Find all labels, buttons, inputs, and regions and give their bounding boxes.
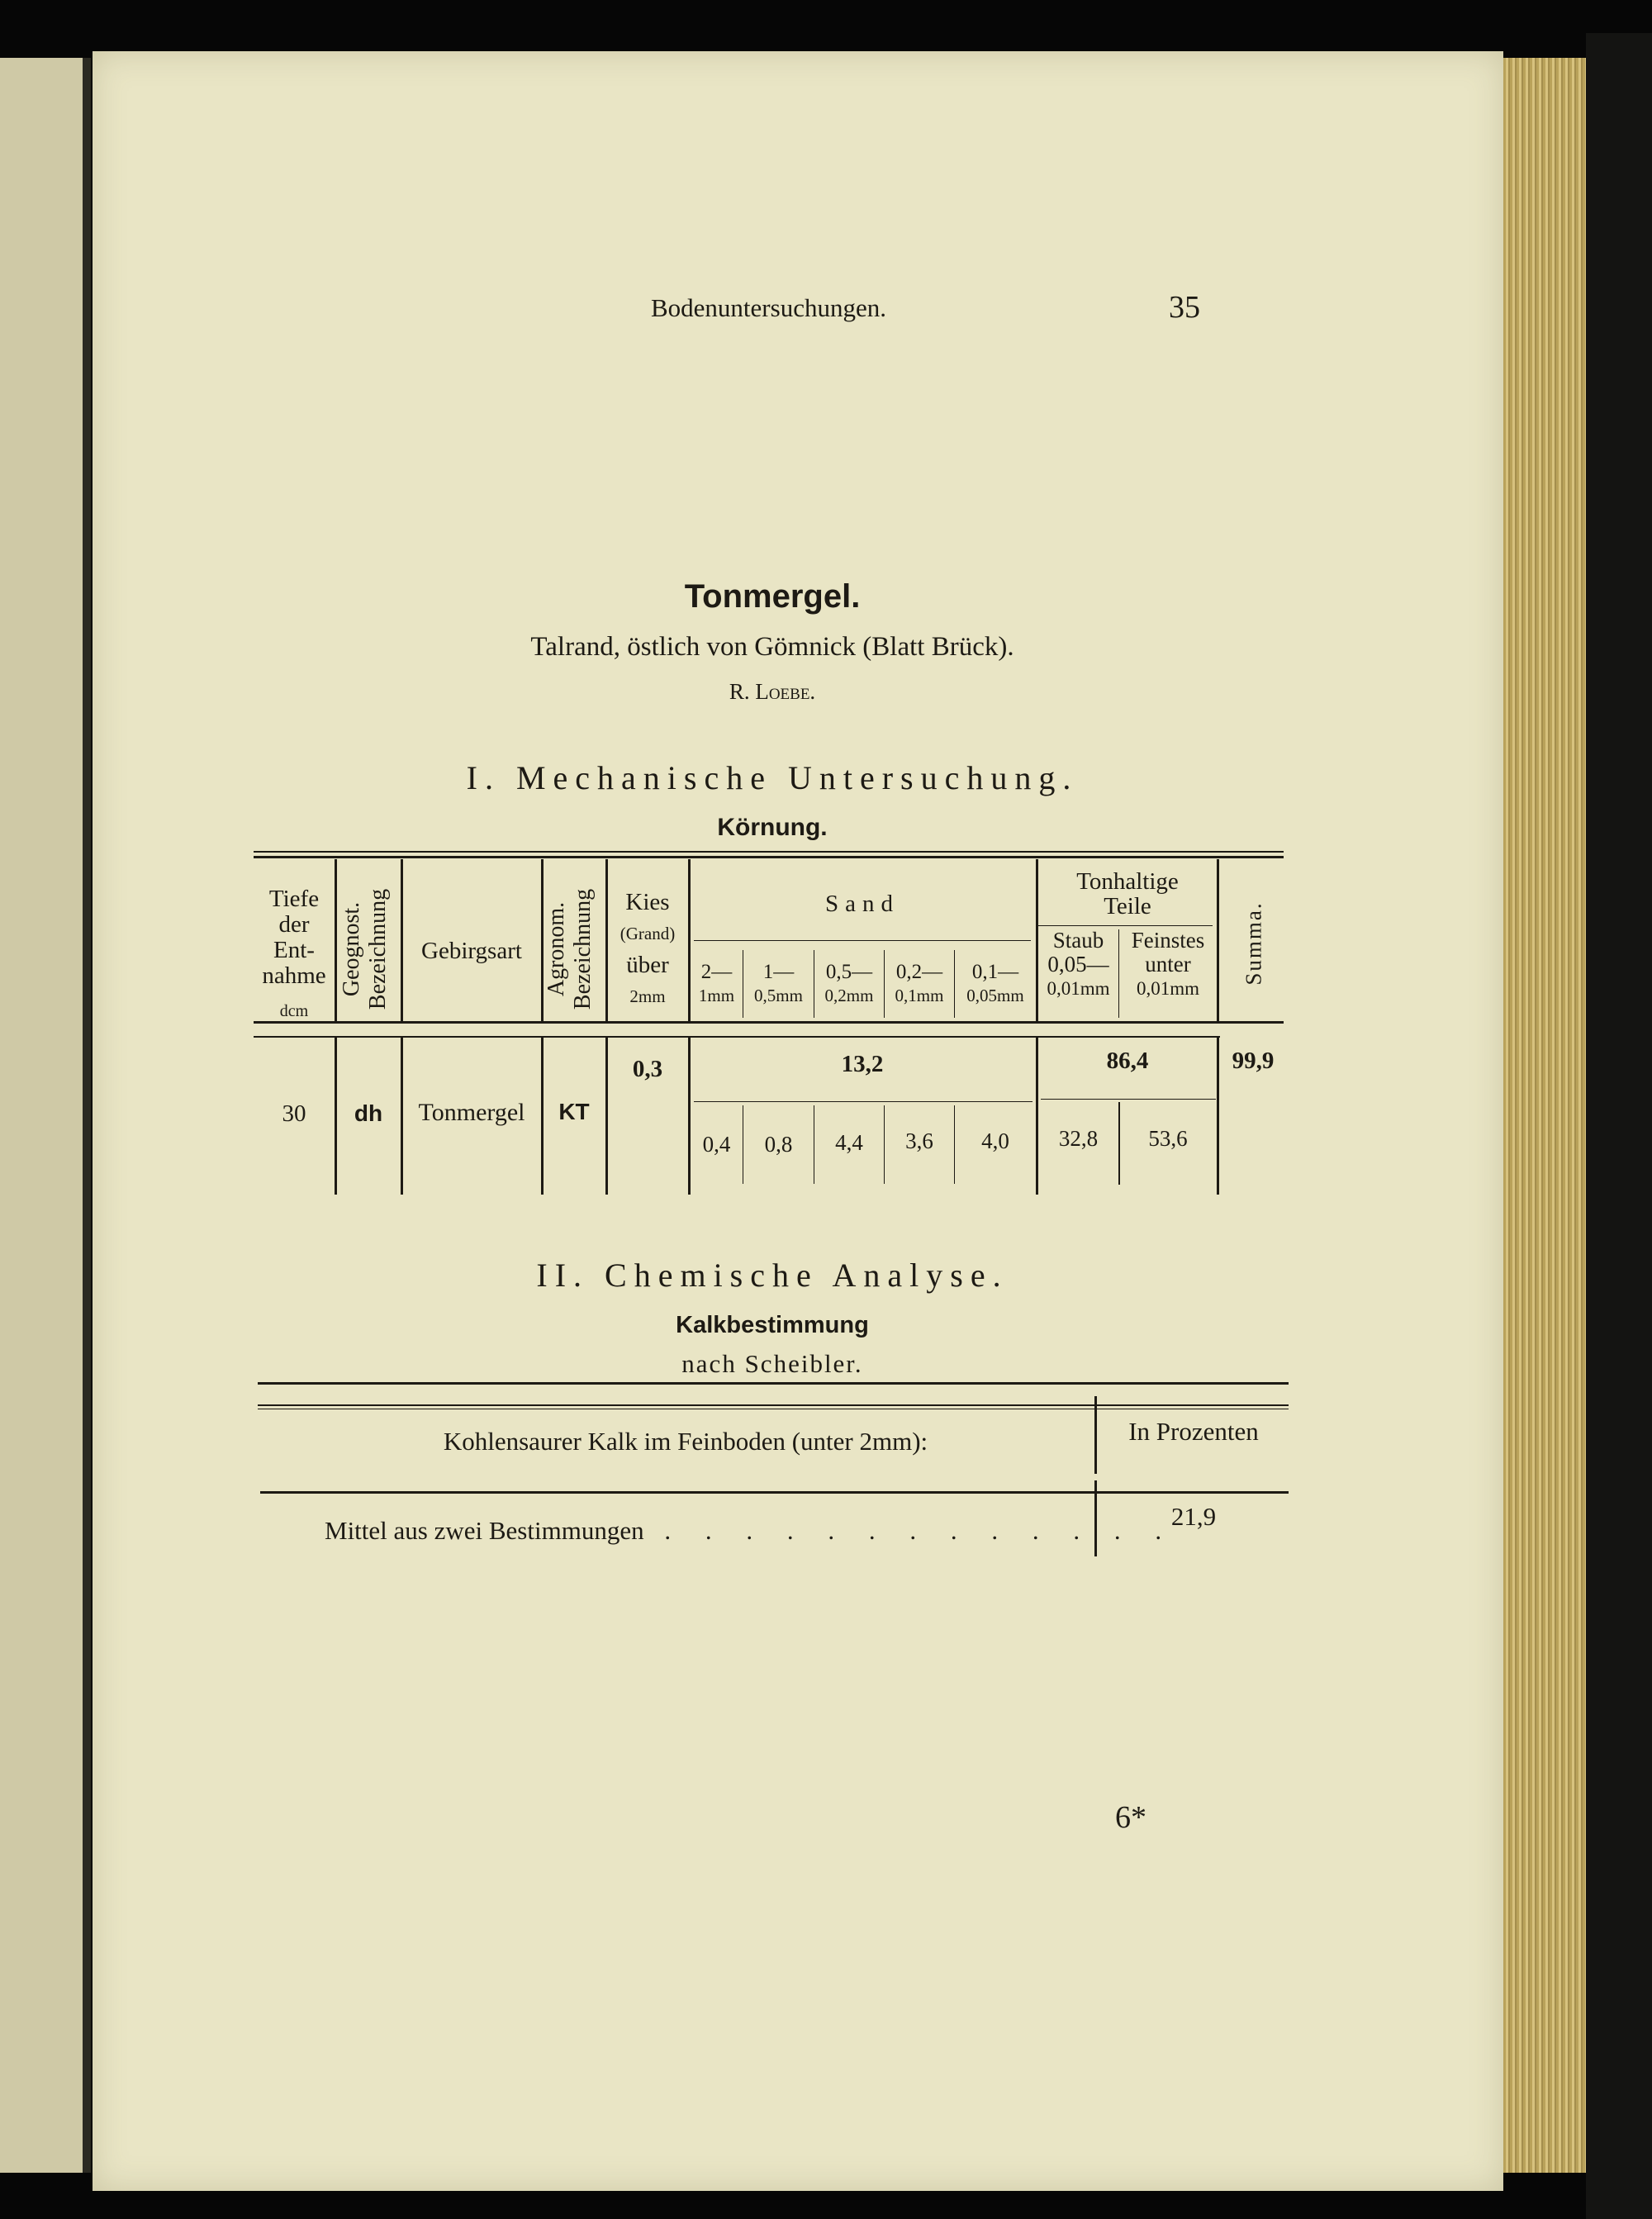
header-sand-fraction-5: 0,1— 0,05mm: [966, 961, 1024, 1005]
location-line: Talrand, östlich von Gömnick (Blatt Brück).: [530, 632, 1014, 662]
header-staub: Staub 0,05— 0,01mm: [1047, 928, 1110, 999]
table2-row-value: 21,9: [1170, 1502, 1217, 1531]
header-summa: Summa.: [1241, 901, 1266, 986]
header-sand-fraction-1: 2— 1mm: [698, 961, 735, 1005]
section-1-heading: I. Mechanische Untersuchung.: [466, 759, 1079, 796]
header-gebirgsart: Gebirgsart: [421, 938, 522, 964]
header-sand-fraction-4: 0,2— 0,1mm: [895, 961, 944, 1005]
cell-staub: 32,8: [1058, 1126, 1099, 1151]
section-2-method: nach Scheibler.: [681, 1349, 863, 1378]
header-feinstes: Feinstes unter 0,01mm: [1131, 928, 1205, 999]
author-line: R. Loebe.: [729, 679, 816, 704]
cell-sand-4: 3,6: [905, 1129, 933, 1153]
header-tiefe: Tiefe der Ent- nahme: [262, 886, 326, 989]
page-edges: [1503, 58, 1586, 2173]
cell-summa: 99,9: [1232, 1048, 1275, 1074]
cell-sand-total: 13,2: [841, 1051, 884, 1077]
cell-sand-5: 4,0: [981, 1129, 1009, 1153]
cell-sand-2: 0,8: [764, 1132, 793, 1157]
signature-mark: 6*: [1115, 1800, 1146, 1835]
header-kies: Kies (Grand) über 2mm: [620, 889, 676, 1006]
cell-tiefe: 30: [282, 1100, 306, 1127]
header-sand-fraction-3: 0,5— 0,2mm: [824, 961, 874, 1005]
cell-sand-1: 0,4: [702, 1132, 731, 1157]
section-2-heading: II. Chemische Analyse.: [536, 1257, 1009, 1294]
cell-ton-total: 86,4: [1106, 1048, 1149, 1074]
page-number: 35: [1169, 290, 1200, 325]
header-agronom: Agronom. Bezeichnung: [544, 888, 596, 1010]
cell-gebirgsart: Tonmergel: [418, 1099, 525, 1126]
table2-header: In Prozenten: [1128, 1417, 1259, 1446]
cell-sand-3: 4,4: [835, 1130, 863, 1155]
header-tonhaltige: Tonhaltige Teile: [1076, 868, 1179, 919]
header-tiefe-unit: dcm: [279, 1002, 309, 1020]
table2-label: Kohlensaurer Kalk im Feinboden (unter 2mm):: [443, 1427, 928, 1456]
table2-row-label: Mittel aus zwei Bestimmungen . . . . . . . . . . . . .: [325, 1516, 1176, 1545]
header-sand: Sand: [825, 891, 900, 917]
book-cover: [1586, 33, 1652, 2219]
left-page-edge: [0, 58, 91, 2173]
cell-geognost: dh: [354, 1100, 383, 1126]
cell-feinstes: 53,6: [1148, 1126, 1188, 1151]
cell-kies: 0,3: [632, 1056, 663, 1082]
header-sand-fraction-2: 1— 0,5mm: [754, 961, 803, 1005]
header-geognost: Geognost. Bezeichnung: [339, 888, 391, 1010]
section-1-subheading: Körnung.: [717, 814, 828, 841]
running-head-title: Bodenuntersuchungen.: [651, 293, 886, 322]
page-title: Tonmergel.: [684, 578, 861, 615]
section-2-subheading: Kalkbestimmung: [676, 1312, 869, 1338]
cell-agronom: KT: [558, 1099, 590, 1124]
